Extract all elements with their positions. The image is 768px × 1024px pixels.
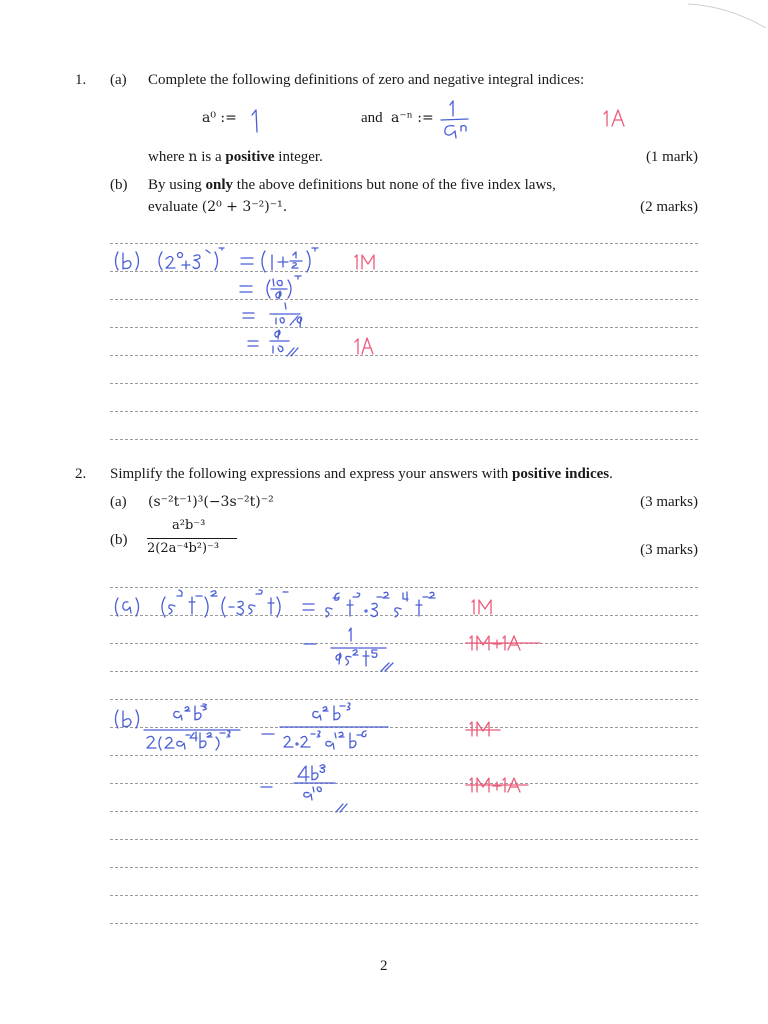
where-var: n [188, 149, 198, 165]
q2-bold: positive indices [512, 466, 610, 482]
answer-line [110, 271, 698, 272]
q1a-prompt: Complete the following definitions of zero and negative integral indices: [148, 72, 585, 88]
answer-line [110, 811, 698, 812]
q1-number: 1. [75, 72, 87, 88]
q1b-prompt-line2 [148, 199, 287, 216]
answer-line [110, 923, 698, 924]
q1b-label: (b) [110, 177, 128, 193]
q2-number: 2. [75, 466, 87, 482]
q2a-label: (a) [110, 494, 127, 510]
where-suffix: integer. [278, 149, 323, 165]
answer-line [110, 327, 698, 328]
q1b-working-line2 [240, 276, 301, 299]
q2a-expression: (s⁻²t⁻¹)³(−3s⁻²t)⁻² [148, 494, 274, 510]
where-prefix: where [148, 149, 185, 165]
answer-line [110, 671, 698, 672]
mark-1m [355, 255, 374, 269]
q1b-suffix: the above definitions but none of the five index laws, [236, 177, 556, 193]
q2a-working-line1 [116, 590, 436, 617]
q2b-label: (b) [110, 532, 128, 548]
mark-1m-struck [466, 722, 500, 736]
q1b-evaluate: evaluate [148, 199, 198, 215]
mark-1a [604, 110, 624, 126]
q2-prompt [110, 466, 613, 483]
answer-line [110, 587, 698, 588]
q2b-fraction-bar [147, 538, 237, 539]
answer-line [110, 355, 698, 356]
answer-line [110, 839, 698, 840]
q2a-working-line2 [304, 628, 393, 671]
and-word: and [361, 110, 383, 126]
q1b-bold: only [205, 177, 234, 193]
answer-line [110, 783, 698, 784]
q1b-prefix: By using [148, 177, 202, 193]
q2b-working-line2 [261, 765, 347, 812]
handwritten-answer-one [252, 110, 257, 132]
def-zero-label: a⁰ := [202, 110, 237, 126]
answer-line [110, 755, 698, 756]
q1b-marks: (2 marks) [640, 199, 698, 215]
answer-line [110, 699, 698, 700]
mark-1m [472, 600, 491, 614]
q1b-prompt-line1 [148, 177, 556, 194]
def-neg-label: a⁻ⁿ := [391, 110, 434, 126]
answer-line [110, 867, 698, 868]
answer-line [110, 383, 698, 384]
answer-line [110, 299, 698, 300]
q2-prefix: Simplify the following expressions and express your answers with [110, 466, 509, 482]
q2-suffix: . [609, 466, 613, 482]
q1a-marks: (1 mark) [645, 149, 698, 165]
where-mid: is a [201, 149, 222, 165]
page-number: 2 [380, 958, 388, 974]
q1b-working-line4 [248, 330, 298, 356]
mark-1m-plus-1a-second [466, 778, 528, 792]
q1a-label: (a) [110, 72, 127, 88]
answer-line [110, 643, 698, 644]
q1b-working-line1 [116, 248, 319, 272]
answer-line [110, 895, 698, 896]
answer-line [110, 439, 698, 440]
answer-line [110, 411, 698, 412]
answer-line [110, 615, 698, 616]
where-line [148, 149, 323, 166]
q2b-denominator: 2(2a⁻⁴b²)⁻³ [147, 541, 220, 556]
where-bold: positive [225, 149, 275, 165]
answer-line [110, 727, 698, 728]
answer-line [110, 243, 698, 244]
mark-1a-second [355, 338, 373, 354]
q1b-working-line3 [243, 303, 302, 327]
q2a-marks: (3 marks) [640, 494, 698, 510]
q2b-marks: (3 marks) [640, 542, 698, 558]
q1b-expression: (2⁰ + 3⁻²)⁻¹. [201, 199, 288, 215]
q2b-numerator: a²b⁻³ [172, 518, 206, 533]
page-fold-mark [688, 0, 768, 30]
handwritten-answer-one-over-a-n [441, 101, 468, 138]
